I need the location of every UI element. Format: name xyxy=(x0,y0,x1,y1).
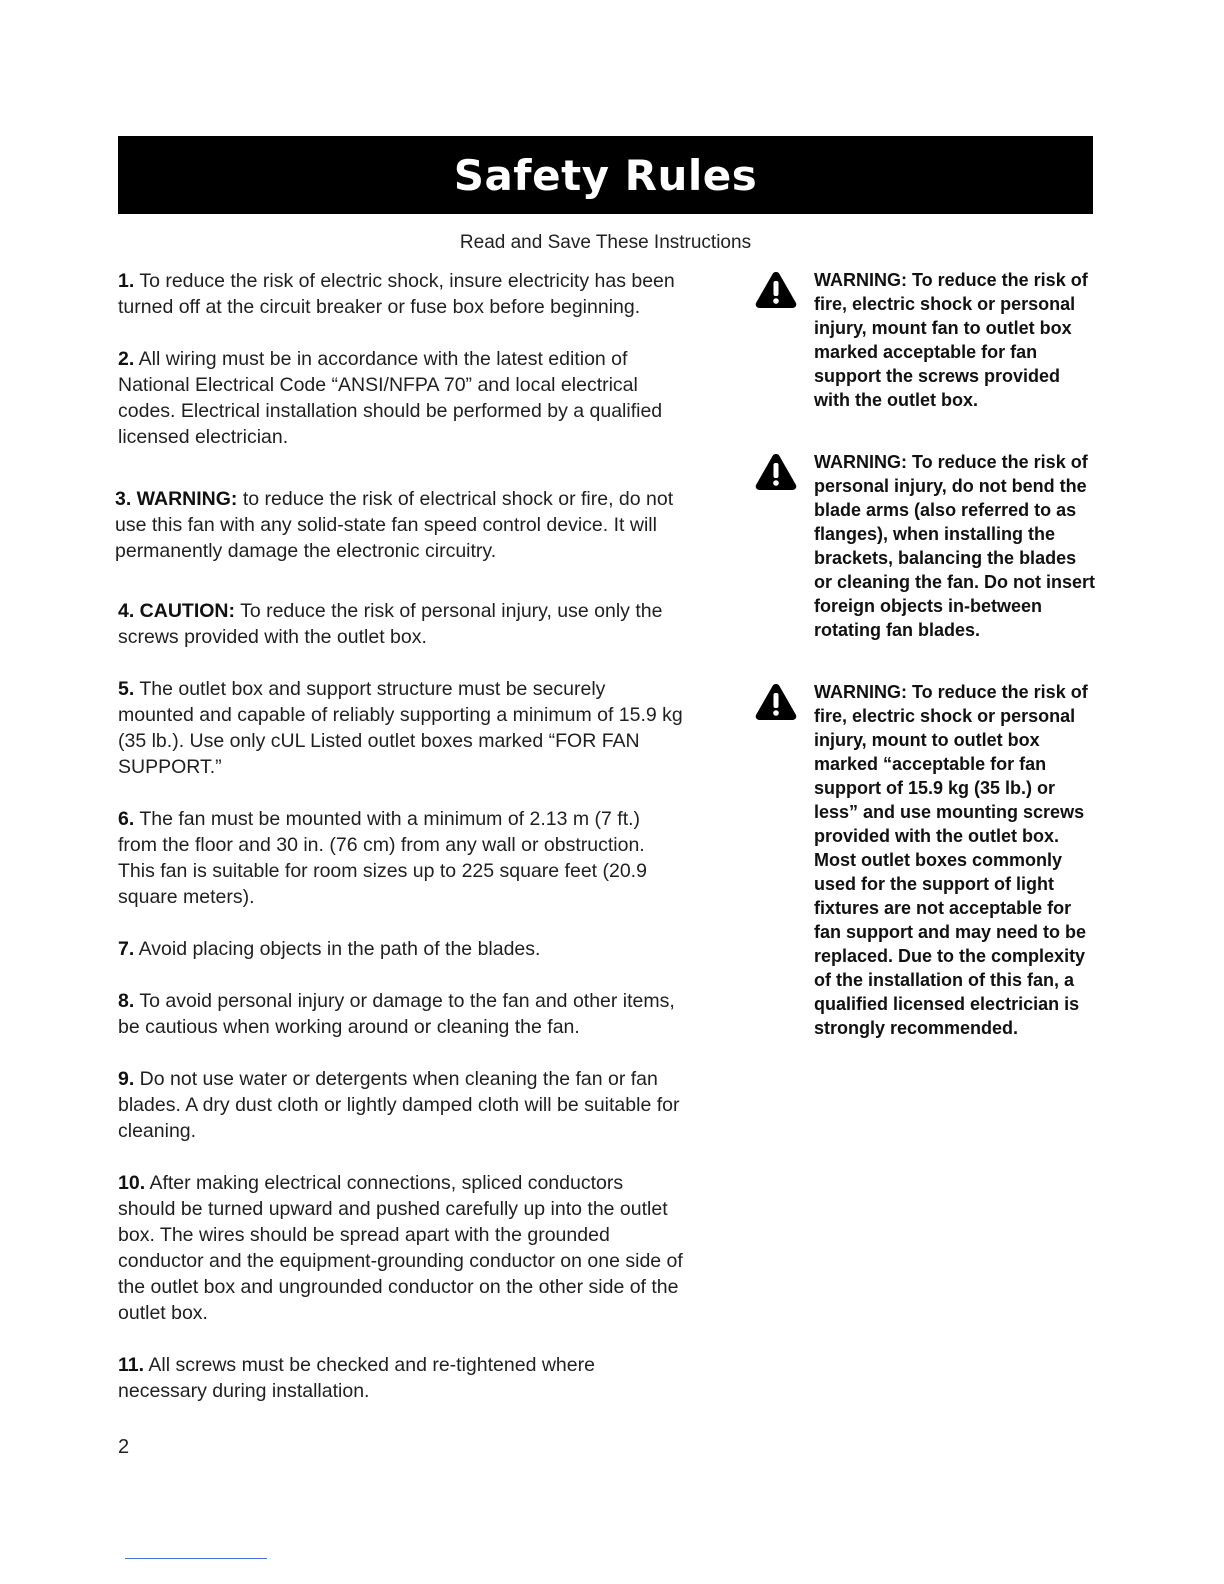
rule-number: 7. xyxy=(118,938,135,960)
rule-item-1 xyxy=(118,268,683,320)
footer-rule xyxy=(125,1558,267,1559)
rule-item-10 xyxy=(118,1170,683,1326)
page-title: Safety Rules xyxy=(453,150,758,200)
rule-text: All screws must be checked and re-tightened where necessary during installation. xyxy=(118,1354,595,1402)
rule-number: 5. xyxy=(118,678,135,700)
rule-number: 6. xyxy=(118,808,135,830)
rule-item-3 xyxy=(115,486,683,564)
rule-item-9 xyxy=(118,1066,683,1144)
rule-number: 8. xyxy=(118,990,135,1012)
rule-text: to reduce the risk of electrical shock or fire, do not use this fan with any solid-state fan speed control device. It will permanently damage the electronic circuitry. xyxy=(115,488,674,562)
title-bar xyxy=(118,136,1093,214)
rule-number: 4. xyxy=(118,600,135,622)
rule-text: To avoid personal injury or damage to the fan and other items, be cautious when working around or cleaning the fan. xyxy=(118,990,675,1038)
rule-item-11 xyxy=(118,1352,683,1404)
warning-icon xyxy=(754,452,798,492)
warning-icon xyxy=(754,270,798,310)
warning-icon xyxy=(754,682,798,722)
page-subtitle: Read and Save These Instructions xyxy=(459,232,752,253)
rule-item-7 xyxy=(118,936,683,962)
warning-text: WARNING: To reduce the risk of fire, electric shock or personal injury, mount fan to outlet box marked acceptable for fan support the screws provided with the outlet box. xyxy=(814,270,1088,410)
rule-text: All wiring must be in accordance with the latest edition of National Electrical Code “ANSI/NFPA 70” and local electrical codes. Electrical installation should be performed by a qualified licensed electrician. xyxy=(118,348,663,448)
rule-number: 2. xyxy=(118,348,135,370)
warning-block-2 xyxy=(754,450,1099,642)
rule-text: To reduce the risk of personal injury, use only the screws provided with the outlet box. xyxy=(118,600,663,648)
page-number: 2 xyxy=(118,1436,130,1458)
rule-number: 3. xyxy=(115,488,132,510)
rule-number: 11. xyxy=(118,1354,145,1376)
safety-rules-list xyxy=(115,268,683,1404)
warning-text: WARNING: To reduce the risk of fire, electric shock or personal injury, mount to outlet box marked “acceptable for fan support of 15.9 kg (35 lb.) or less” and use mounting screws provided with the outlet box. Most outlet boxes commonly used for the support of light fixtures are not acceptable for fan support and may need to be replaced. Due to the complexity of the installation of this fan, a qualified licensed electrician is strongly recommended. xyxy=(814,682,1088,1038)
warning-block-1 xyxy=(754,268,1099,412)
rule-number: 1. xyxy=(118,270,135,292)
rule-text: The outlet box and support structure must be securely mounted and capable of reliably supporting a minimum of 15.9 kg (35 lb.). Use only cUL Listed outlet boxes marked “FOR FAN SUPPORT.” xyxy=(118,678,683,778)
rule-item-5 xyxy=(118,676,683,780)
warning-text: WARNING: To reduce the risk of personal injury, do not bend the blade arms (also referred to as flanges), when installing the brackets, balancing the blades or cleaning the fan. Do not insert foreign objects in-between rotating fan blades. xyxy=(814,452,1096,640)
rule-text: Avoid placing objects in the path of the blades. xyxy=(134,938,541,960)
rule-item-6 xyxy=(118,806,683,910)
rule-item-8 xyxy=(118,988,683,1040)
rule-text: Do not use water or detergents when cleaning the fan or fan blades. A dry dust cloth or lightly damped cloth will be suitable for cleaning. xyxy=(118,1068,680,1142)
rule-item-4 xyxy=(118,598,683,650)
rule-text: After making electrical connections, spliced conductors should be turned upward and pushed carefully up into the outlet box. The wires should be spread apart with the grounded conductor and the equipment-grounding conductor on one side of the outlet box and ungrounded conductor on the other side of the outlet box. xyxy=(118,1172,683,1324)
rule-item-2 xyxy=(118,346,683,450)
warning-block-3 xyxy=(754,680,1099,1040)
rule-number: 9. xyxy=(118,1068,135,1090)
rule-number: 10. xyxy=(118,1172,146,1194)
warnings-column xyxy=(754,268,1099,1040)
rule-lead: CAUTION: xyxy=(134,600,236,622)
rule-text: To reduce the risk of electric shock, insure electricity has been turned off at the circuit breaker or fuse box before beginning. xyxy=(118,270,675,318)
rule-text: The fan must be mounted with a minimum of 2.13 m (7 ft.) from the floor and 30 in. (76 cm) from any wall or obstruction. This fan is suitable for room sizes up to 225 square feet (20.9 square meters). xyxy=(118,808,647,908)
rule-lead: WARNING: xyxy=(131,488,238,510)
